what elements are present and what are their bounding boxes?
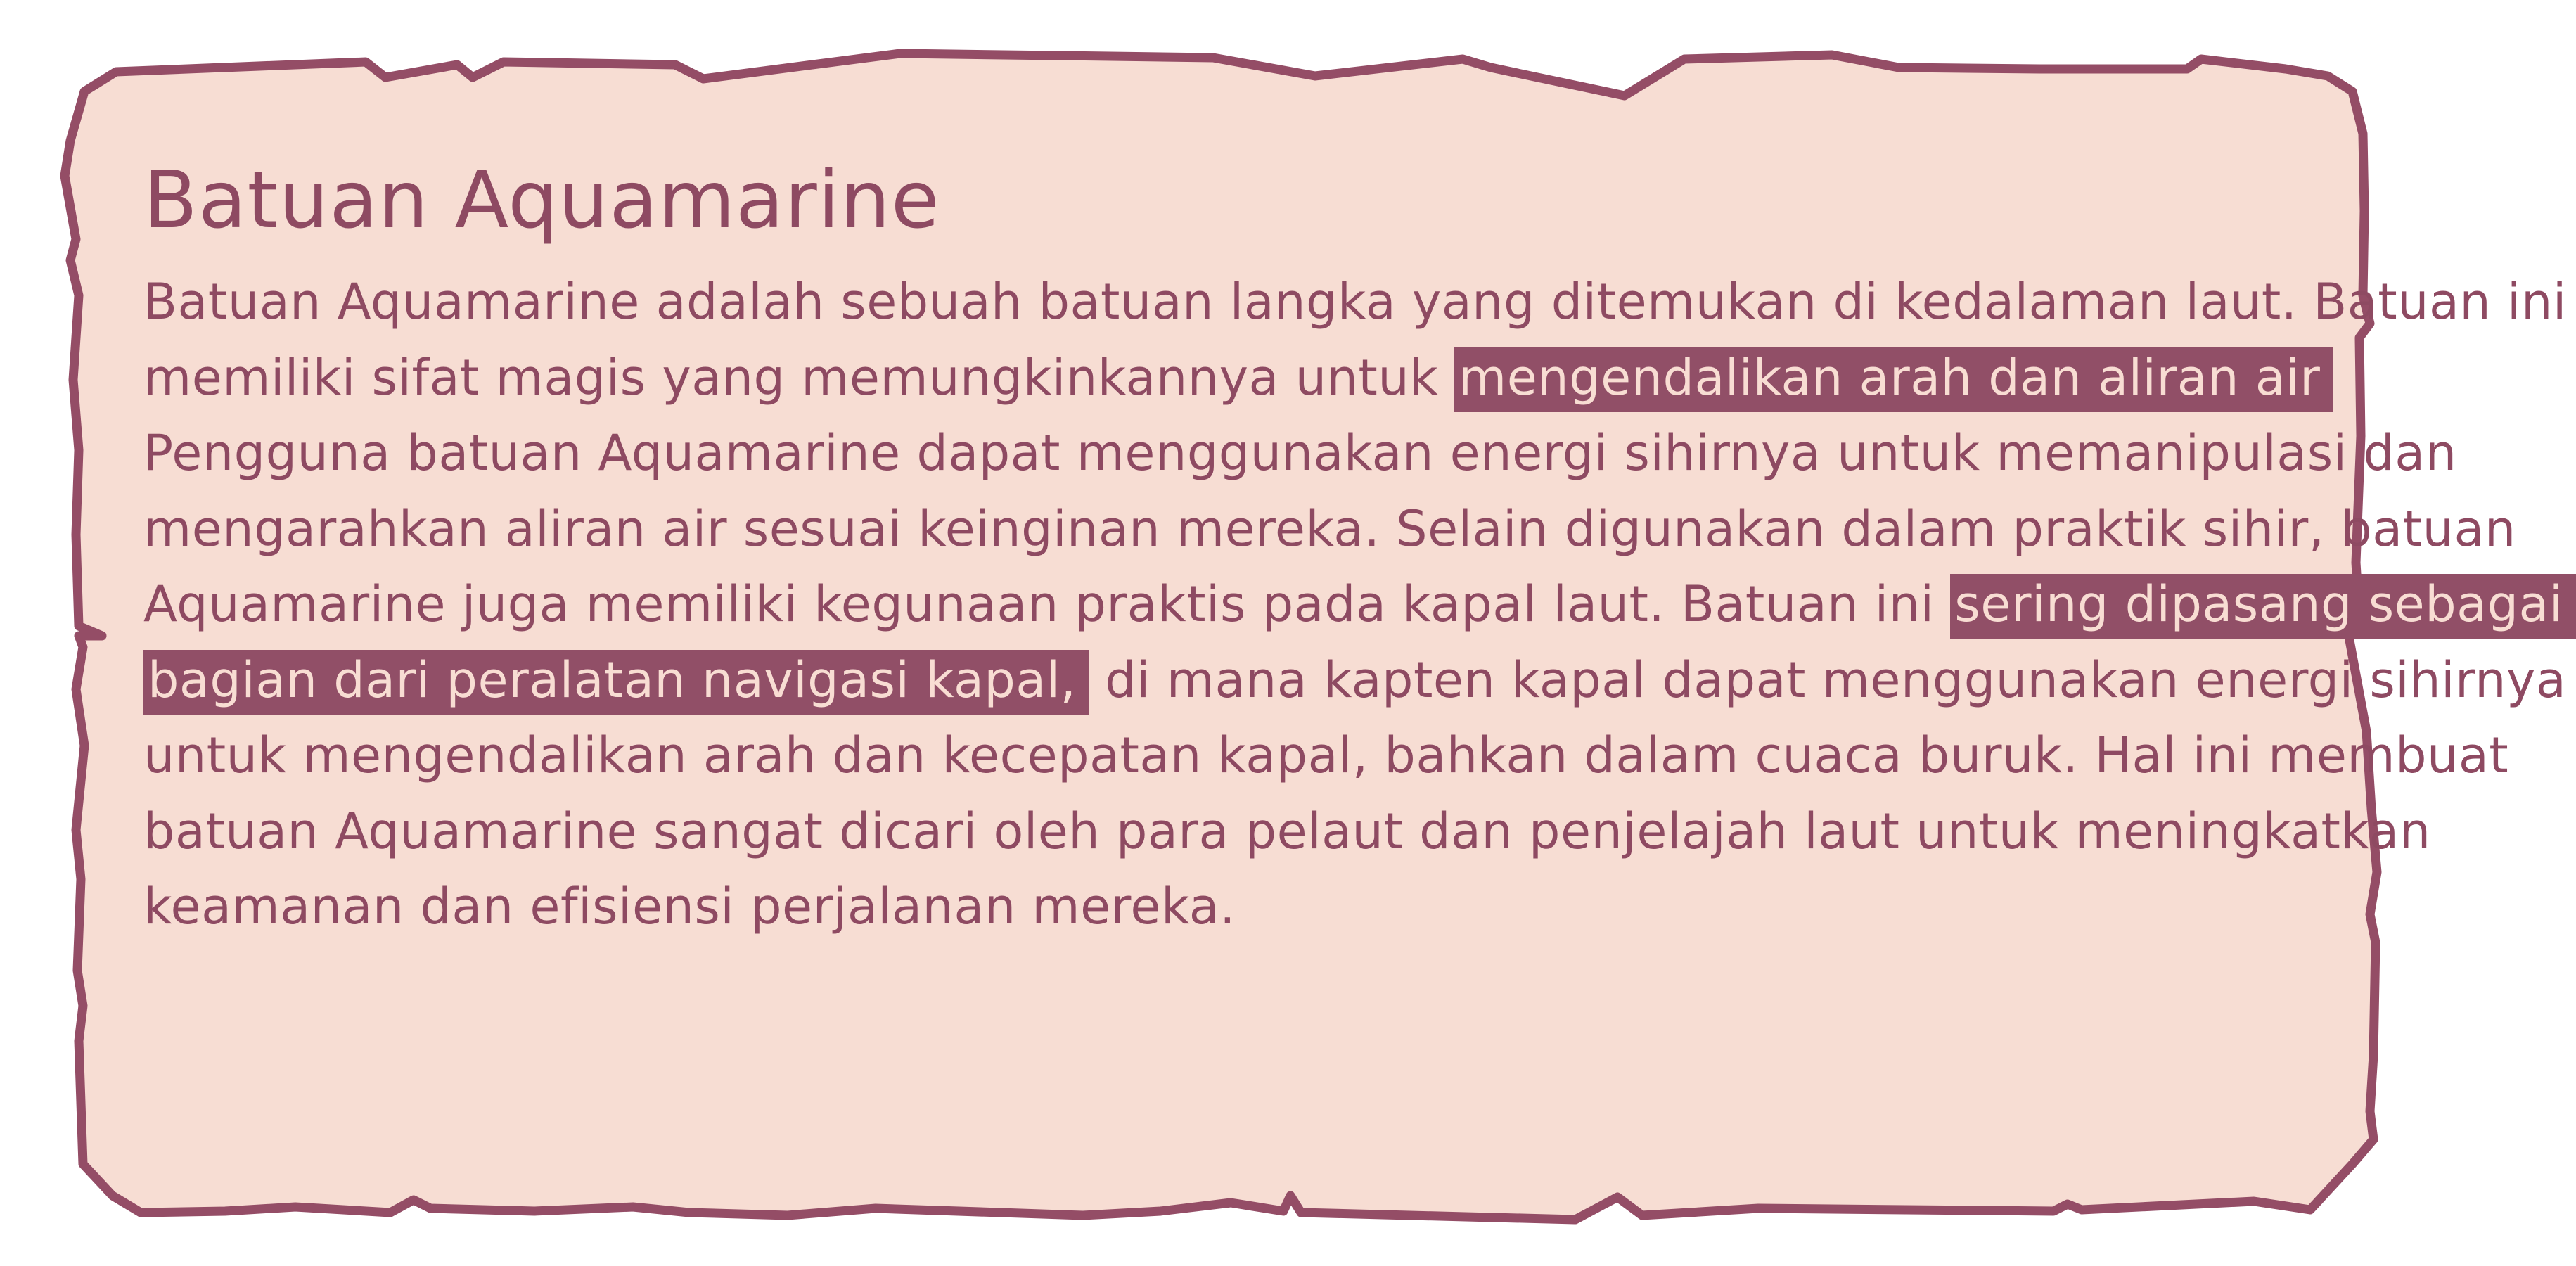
body-line: [143, 718, 2509, 794]
body-text-segment: batuan Aquamarine sangat dicari oleh para pelaut dan penjelajah laut untuk meningkatkan: [143, 802, 2431, 860]
body-text-segment: Aquamarine juga memiliki kegunaan praktis pada kapal laut. Batuan ini: [143, 575, 1951, 633]
body-line: [143, 416, 2457, 492]
body-text-segment: di mana kapten kapal dapat menggunakan energi sihirnya: [1089, 651, 2567, 709]
body-line: [143, 869, 2324, 945]
body-text-segment: untuk mengendalikan arah dan kecepatan kapal, bahkan dalam cuaca buruk. Hal ini membuat: [143, 727, 2509, 784]
body-line: [143, 794, 2431, 870]
body-text-segment: Pengguna batuan Aquamarine dapat menggunakan energi sihirnya untuk memanipulasi dan: [143, 424, 2457, 482]
body-line: [143, 643, 2567, 719]
card-title: Batuan Aquamarine: [143, 155, 940, 246]
body-text-segment: keamanan dan efisiensi perjalanan mereka.: [143, 878, 1236, 935]
card-content: [143, 141, 2567, 945]
body-text-segment: mengarahkan aliran air sesuai keinginan mereka. Selain digunakan dalam praktik sihir, batuan: [143, 499, 2516, 558]
body-line: [143, 340, 2324, 416]
body-line: [143, 264, 2567, 340]
card-body: [143, 264, 2567, 945]
body-text-segment: Batuan Aquamarine adalah sebuah batuan langka yang ditemukan di kedalaman laut. Batuan ini: [143, 273, 2567, 331]
highlighted-text: bagian dari peralatan navigasi kapal,: [143, 650, 1089, 715]
highlighted-text: sering dipasang sebagai: [1950, 574, 2576, 639]
body-line: [143, 567, 2563, 643]
body-line: [143, 492, 2516, 568]
highlighted-text: mengendalikan arah dan aliran air: [1454, 347, 2333, 412]
body-text-segment: memiliki sifat magis yang memungkinkannya untuk: [143, 348, 1455, 407]
